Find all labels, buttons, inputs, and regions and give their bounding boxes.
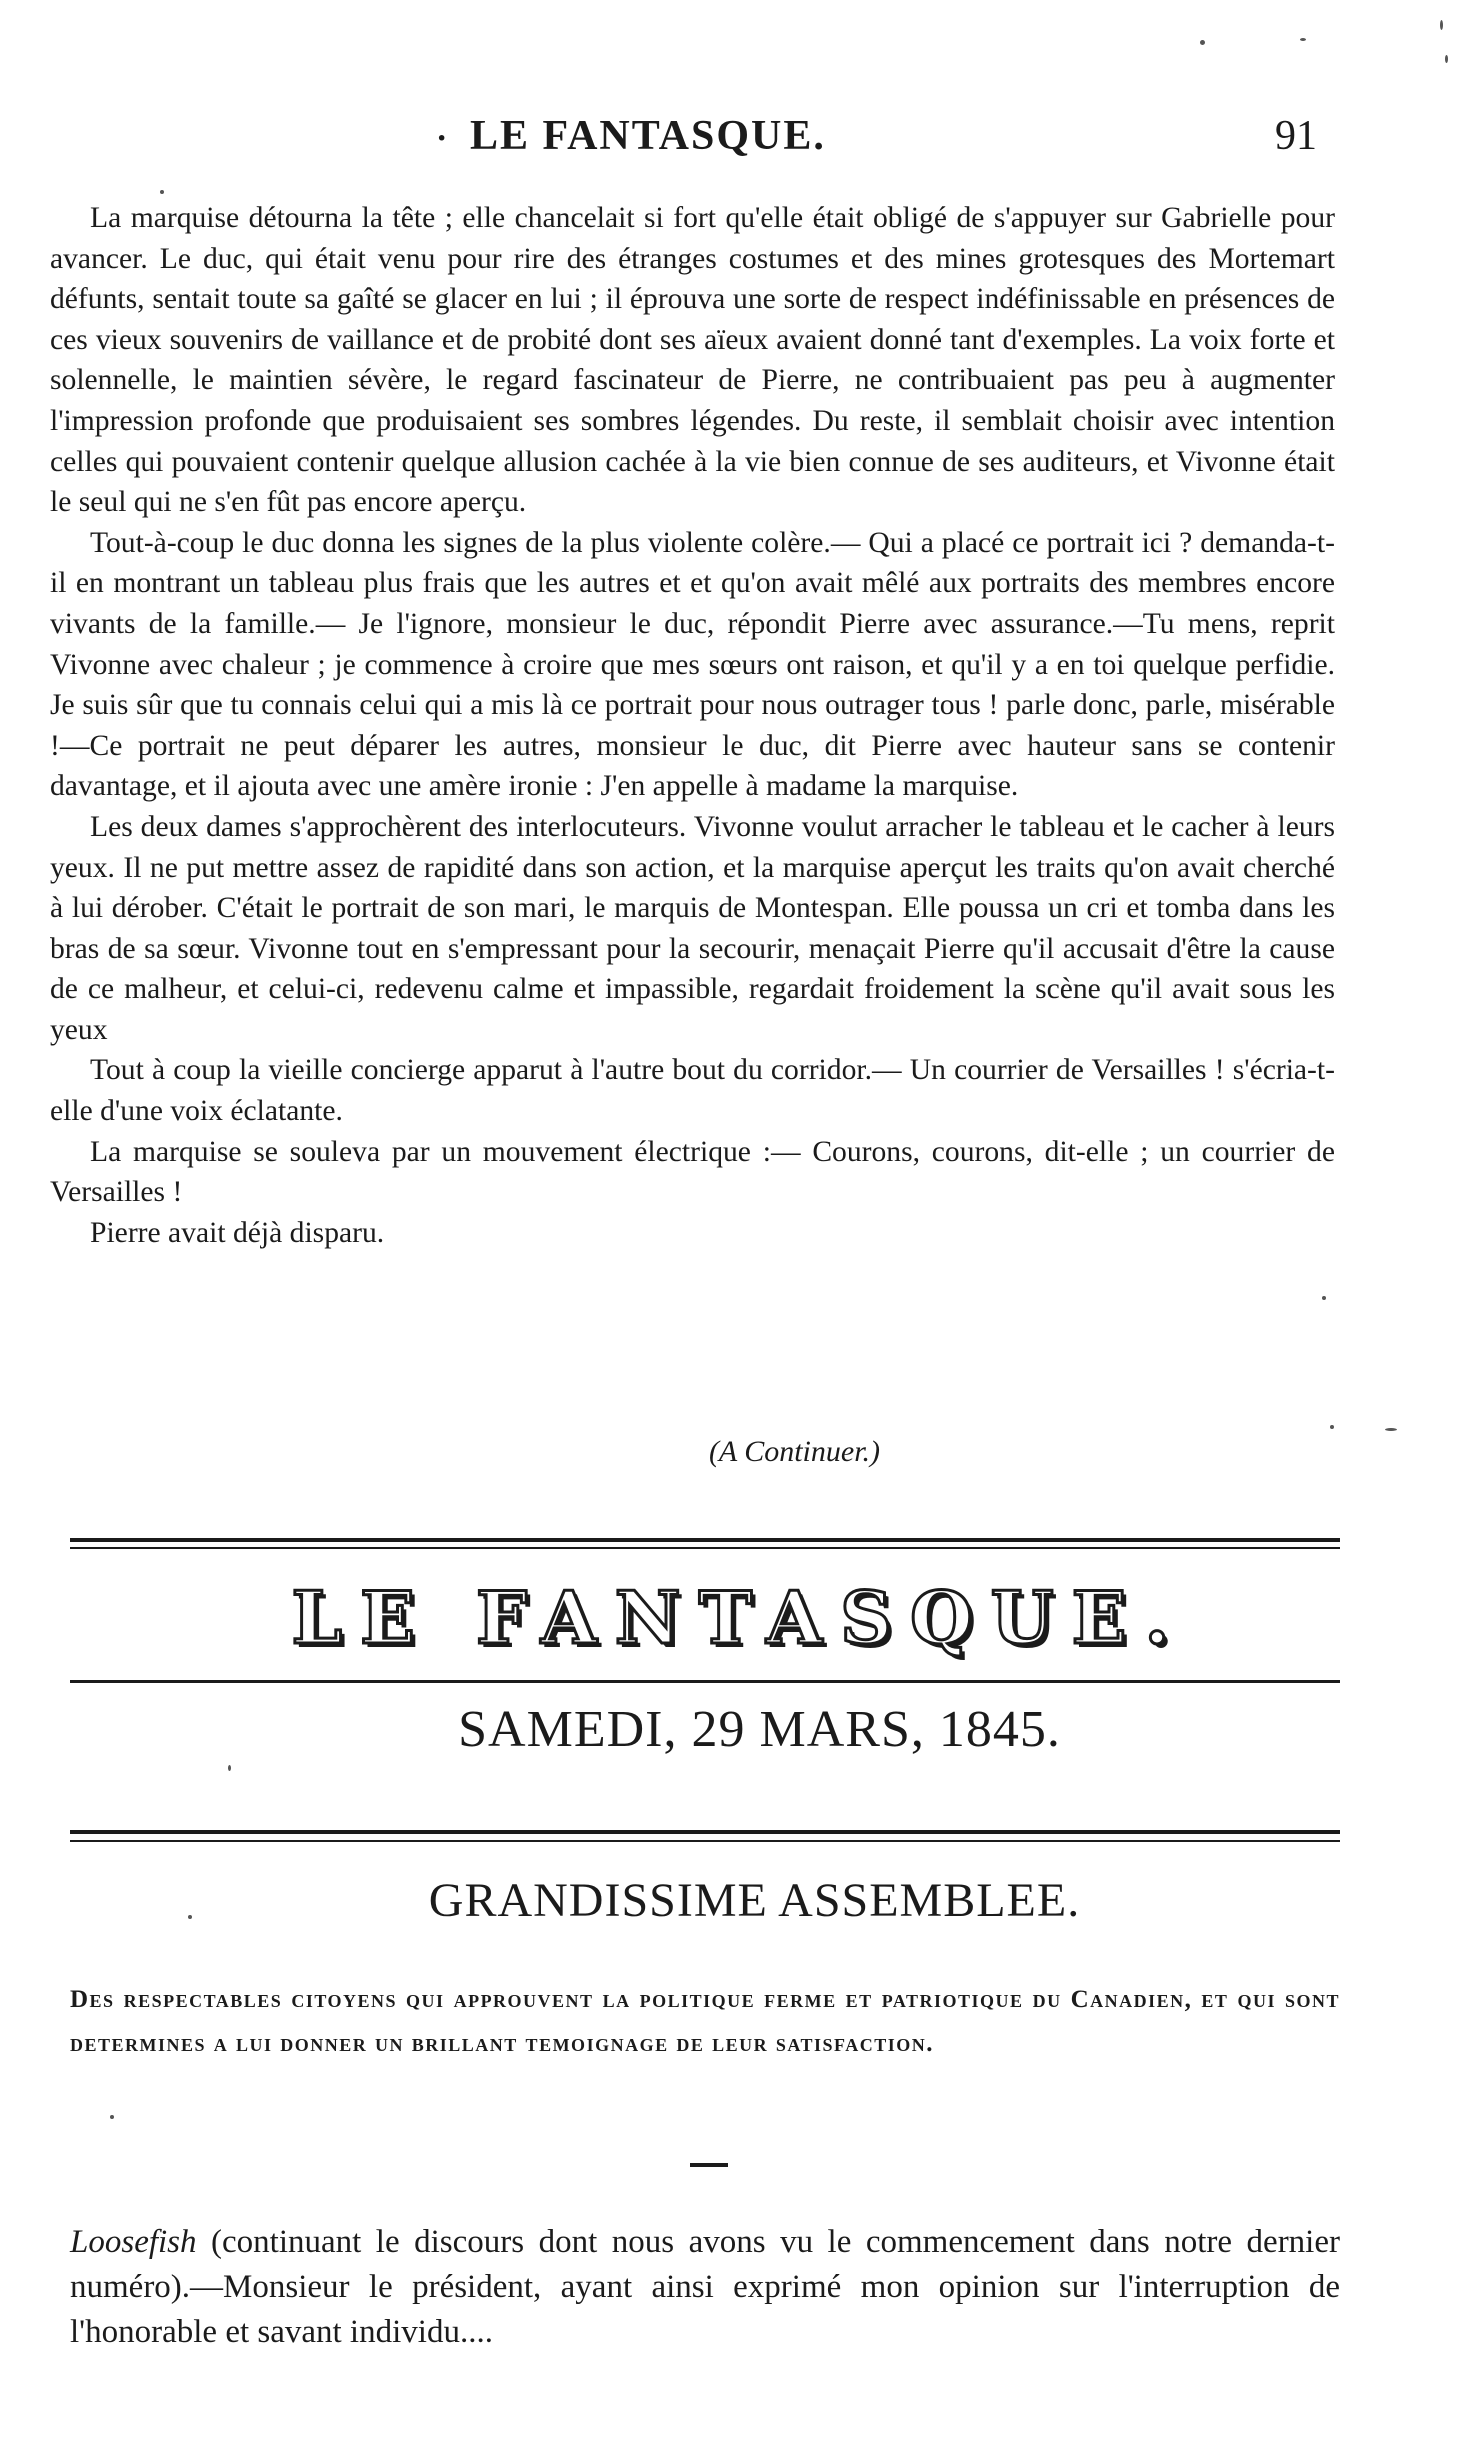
story-paragraph: La marquise détourna la tête ; elle chancelait si fort qu'elle était obligé de s'appuyer sur Gabrielle pour avancer. Le duc, qui était venu pour rire des étranges costumes et des mines grotesques des Mortemart défunts, sentait toute sa gaîté se glacer en lui ; il éprouva une sorte de respect indéfinissable en présences de ces vieux souvenirs de vaillance et de probité dont ses aïeux avaient donné tant d'exemples. La voix forte et solennelle, le maintien sévère, le regard fascinateur de Pierre, ne contribuaient pas peu à augmenter l'impression profonde que produisaient ses sombres légendes. Du reste, il semblait choisir avec intention celles qui pouvaient contenir quelque allusion cachée à la vie bien connue de ses auditeurs, et Vivonne était le seul qui ne s'en fût pas encore aperçu.: [50, 202, 1335, 519]
scan-speck: [1385, 1428, 1397, 1431]
running-head-bullet: ·: [436, 120, 448, 157]
scan-speck: [228, 1765, 231, 1771]
story-paragraph: Pierre avait déjà disparu.: [90, 1216, 385, 1249]
date-rule-thick: [70, 1830, 1340, 1834]
section-rule-thick: [70, 1538, 1340, 1542]
scan-speck: [1300, 38, 1306, 41]
masthead-rule: [70, 1680, 1340, 1683]
issue-date: SAMEDI, 29 MARS, 1845.: [458, 1701, 1061, 1758]
date-rule-thin: [70, 1840, 1340, 1842]
scan-speck: [1330, 1425, 1334, 1429]
running-head-title: LE FANTASQUE.: [470, 113, 826, 159]
scan-speck: [110, 2115, 114, 2119]
masthead-title: LE FANTASQUE.: [291, 1575, 1188, 1660]
story-paragraph: La marquise se souleva par un mouvement électrique :— Courons, courons, dit-elle ; un courrier de Versailles !: [50, 1135, 1335, 1209]
scan-speck: [188, 1915, 192, 1919]
story-paragraph: Tout à coup la vieille concierge apparut à l'autre bout du corridor.— Un courrier de Versailles ! s'écria-t-elle d'une voix éclatante.: [50, 1054, 1335, 1128]
scan-speck: [1445, 55, 1448, 63]
scan-speck: [1200, 40, 1205, 45]
running-head: [0, 112, 1479, 172]
scan-speck: [1322, 1296, 1326, 1300]
article-lead: [70, 2220, 1340, 2355]
scan-speck: [1440, 20, 1443, 30]
story-paragraph: Les deux dames s'approchèrent des interlocuteurs. Vivonne voulut arracher le tableau et le cacher à leurs yeux. Il ne put mettre assez de rapidité dans son action, et la marquise aperçut les traits qu'on avait cherché à lui dérober. C'était le portrait de son mari, le marquis de Montespan. Elle poussa un cri et tomba dans les bras de sa sœur. Vivonne tout en s'empressant pour la secourir, menaçait Pierre qu'il accusait d'être la cause de ce malheur, et celui-ci, redevenu calme et impassible, regardait froidement la scène qu'il avait sous les yeux: [50, 810, 1335, 1046]
story-paragraph: Tout-à-coup le duc donna les signes de la plus violente colère.— Qui a placé ce portrait ici ? demanda-t-il en montrant un tableau plus frais que les autres et et qu'on avait mêlé aux portraits des membres encore vivants de la famille.— Je l'ignore, monsieur le duc, répondit Pierre avec assurance.—Tu mens, reprit Vivonne avec chaleur ; je commence à croire que mes sœurs ont raison, et qu'il y a en toi quelque perfidie. Je suis sûr que tu connais celui qui a mis là ce portrait pour nous outrager tous ! parle donc, parle, misérable !—Ce portrait ne peut déparer les autres, monsieur le duc, dit Pierre avec hauteur sans se contenir davantage, et il ajouta avec une amère ironie : J'en appelle à madame la marquise.: [50, 526, 1335, 803]
article-subhead: Des respectables citoyens qui approuvent la politique ferme et patriotique du Canadien, et qui sont determines a lui donner un brillant temoignage de leur satisfaction.: [70, 1986, 1340, 2057]
lead-text: (continuant le discours dont nous avons vu le commencement dans notre dernier numéro).—Monsieur le président, ayant ainsi exprimé mon opinion sur l'interruption de l'honorable et savant individu....: [70, 2224, 1340, 2350]
section-rule-thin: [70, 1547, 1340, 1549]
page-number: 91: [1275, 113, 1317, 159]
serial-story: [50, 198, 1335, 1253]
article-headline: GRANDISSIME ASSEMBLEE.: [428, 1874, 1081, 1927]
separator-dash: [690, 2163, 728, 2167]
scan-speck: [160, 190, 164, 194]
to-be-continued: (A Continuer.): [708, 1435, 881, 1468]
speaker-name: Loosefish: [70, 2224, 197, 2260]
